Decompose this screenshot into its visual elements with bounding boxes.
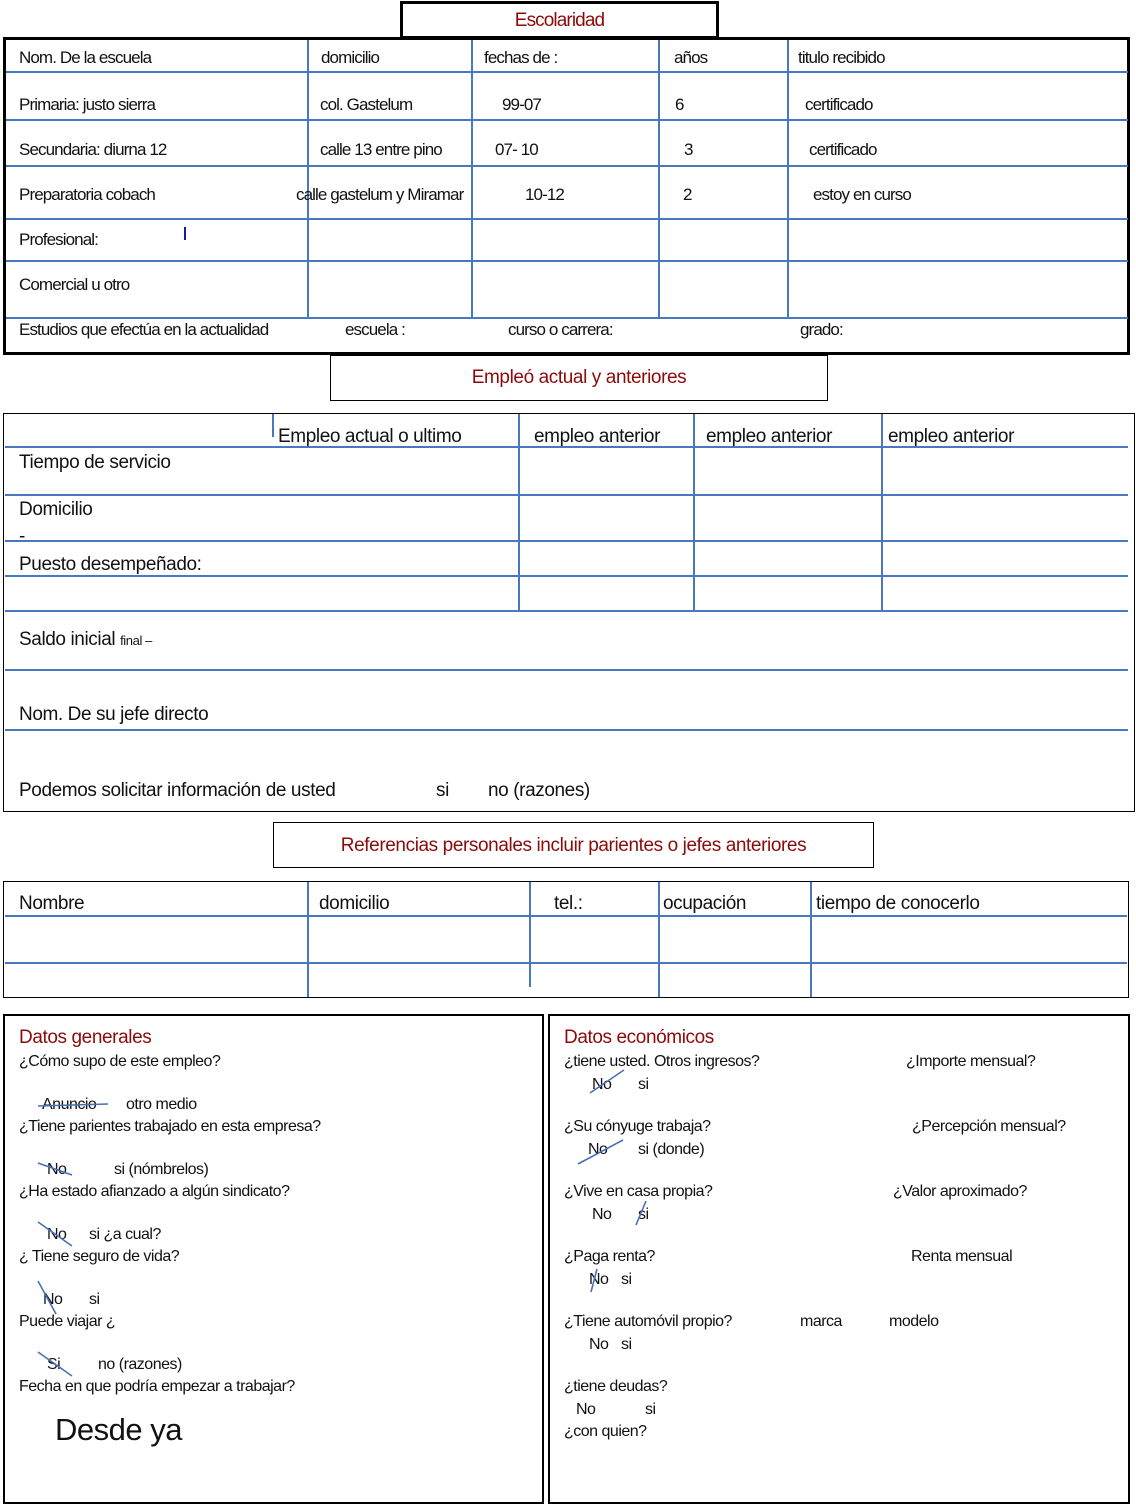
question-right: Renta mensual bbox=[911, 1248, 1013, 1265]
current-studies-school: escuela : bbox=[345, 320, 405, 339]
header-nombre: Nombre bbox=[19, 893, 85, 914]
question: ¿Cómo supo de este empleo? bbox=[19, 1053, 221, 1070]
saldo-final: final – bbox=[120, 633, 152, 648]
question: Puede viajar ¿ bbox=[19, 1313, 116, 1330]
col-divider bbox=[810, 882, 812, 997]
current-studies-course: curso o carrera: bbox=[508, 320, 613, 339]
solicitar-no: no (razones) bbox=[488, 780, 590, 801]
header-previous-job: empleo anterior bbox=[534, 426, 661, 447]
solicitar-si: si bbox=[436, 780, 449, 801]
col-divider bbox=[693, 414, 695, 611]
row-divider bbox=[6, 218, 1128, 220]
header-previous-job: empleo anterior bbox=[888, 426, 1015, 447]
text-cursor bbox=[184, 227, 186, 240]
header-ocupacion: ocupación bbox=[663, 893, 747, 914]
cell: 07- 10 bbox=[495, 140, 538, 159]
row-divider bbox=[6, 260, 1128, 262]
answer-si: si bbox=[621, 1336, 632, 1353]
cell: Primaria: justo sierra bbox=[19, 95, 156, 114]
header-address: domicilio bbox=[321, 48, 380, 67]
header-domicilio: domicilio bbox=[319, 893, 390, 914]
row-divider bbox=[6, 165, 1128, 167]
question: ¿con quien? bbox=[564, 1423, 647, 1440]
cell: 3 bbox=[684, 140, 693, 159]
question: ¿Ha estado afianzado a algún sindicato? bbox=[19, 1183, 290, 1200]
header-current-job: Empleo actual o ultimo bbox=[278, 426, 462, 447]
answer-si: si bbox=[638, 1206, 649, 1223]
cell: certificado bbox=[805, 95, 873, 114]
row-divider bbox=[5, 962, 1127, 964]
datos-generales-title: Datos generales bbox=[19, 1027, 152, 1048]
header-tiempo: tiempo de conocerlo bbox=[816, 893, 980, 914]
answer-otro-medio: otro medio bbox=[126, 1096, 197, 1113]
col-divider bbox=[307, 40, 309, 318]
empleo-table bbox=[3, 413, 1135, 812]
answer-si: Si bbox=[47, 1356, 61, 1373]
answer-no: no (razones) bbox=[98, 1356, 182, 1373]
cell: calle gastelum y Miramar bbox=[296, 185, 464, 204]
header-years: años bbox=[674, 48, 708, 67]
current-studies-label: Estudios que efectúa en la actualidad bbox=[19, 320, 269, 339]
row-label-solicitar: Podemos solicitar información de usted bbox=[19, 780, 336, 801]
answer-si: si bbox=[621, 1271, 632, 1288]
cell: Comercial u otro bbox=[19, 275, 130, 294]
answer-no: No bbox=[43, 1291, 63, 1308]
question: Fecha en que podría empezar a trabajar? bbox=[19, 1378, 295, 1395]
row-divider bbox=[6, 71, 1128, 73]
cell: calle 13 entre pino bbox=[320, 140, 442, 159]
row-label-domicilio: Domicilio bbox=[19, 499, 93, 520]
cell: estoy en curso bbox=[813, 185, 911, 204]
answer-no: No bbox=[47, 1226, 67, 1243]
answer-no: No bbox=[592, 1206, 612, 1223]
question: ¿Paga renta? bbox=[564, 1248, 655, 1265]
cell: Preparatoria cobach bbox=[19, 185, 155, 204]
answer-no: No bbox=[588, 1141, 608, 1158]
answer-si: si bbox=[645, 1401, 656, 1418]
answer-si: si (nómbrelos) bbox=[114, 1161, 209, 1178]
row-label-jefe: Nom. De su jefe directo bbox=[19, 704, 209, 725]
escolaridad-table bbox=[3, 37, 1130, 355]
question: ¿Tiene automóvil propio? bbox=[564, 1313, 732, 1330]
header-school: Nom. De la escuela bbox=[19, 48, 152, 67]
cell: 6 bbox=[675, 95, 684, 114]
answer-no: No bbox=[589, 1336, 609, 1353]
col-divider bbox=[787, 40, 789, 318]
question-right: ¿Percepción mensual? bbox=[912, 1118, 1066, 1135]
row-divider bbox=[5, 610, 1128, 612]
escolaridad-title: Escolaridad bbox=[514, 10, 605, 31]
row-divider bbox=[5, 494, 1128, 496]
col-divider bbox=[471, 40, 473, 318]
saldo-inicial: Saldo inicial bbox=[19, 629, 116, 650]
answer-no: No bbox=[47, 1161, 67, 1178]
question: ¿tiene deudas? bbox=[564, 1378, 668, 1395]
cell: 10-12 bbox=[525, 185, 564, 204]
question-marca: marca bbox=[800, 1313, 842, 1330]
current-studies-grade: grado: bbox=[800, 320, 843, 339]
col-divider bbox=[658, 40, 660, 318]
row-divider bbox=[5, 915, 1127, 917]
col-divider bbox=[518, 414, 520, 611]
header-tel: tel.: bbox=[554, 893, 583, 914]
answer-si: si bbox=[638, 1076, 649, 1093]
col-divider bbox=[881, 414, 883, 611]
cell: col. Gastelum bbox=[320, 95, 413, 114]
row-label-saldo bbox=[19, 629, 152, 652]
row-divider bbox=[5, 540, 1128, 542]
cell: 99-07 bbox=[502, 95, 541, 114]
col-divider bbox=[307, 882, 309, 997]
cell: Profesional: bbox=[19, 230, 98, 249]
answer-si: si ¿a cual? bbox=[89, 1226, 161, 1243]
answer-si: si bbox=[89, 1291, 100, 1308]
row-divider bbox=[6, 119, 1128, 121]
start-date-answer: Desde ya bbox=[55, 1412, 182, 1447]
answer-anuncio: Anuncio bbox=[42, 1096, 97, 1113]
question: ¿Vive en casa propia? bbox=[564, 1183, 713, 1200]
empleo-title: Empleó actual y anteriores bbox=[471, 367, 687, 388]
question: ¿tiene usted. Otros ingresos? bbox=[564, 1053, 760, 1070]
datos-economicos-title: Datos económicos bbox=[564, 1027, 714, 1048]
question: ¿Su cónyuge trabaja? bbox=[564, 1118, 711, 1135]
col-divider bbox=[658, 882, 660, 997]
question: ¿Tiene parientes trabajado en esta empresa? bbox=[19, 1118, 321, 1135]
col-divider bbox=[272, 414, 274, 437]
question: ¿ Tiene seguro de vida? bbox=[19, 1248, 180, 1265]
row-dash: - bbox=[19, 526, 25, 547]
row-divider bbox=[5, 669, 1128, 671]
answer-no: No bbox=[576, 1401, 596, 1418]
question-right: ¿Valor aproximado? bbox=[893, 1183, 1027, 1200]
answer-si: si (donde) bbox=[638, 1141, 705, 1158]
cell: Secundaria: diurna 12 bbox=[19, 140, 167, 159]
row-label-tiempo: Tiempo de servicio bbox=[19, 452, 171, 473]
question-right: ¿Importe mensual? bbox=[906, 1053, 1036, 1070]
cell: certificado bbox=[809, 140, 877, 159]
header-previous-job: empleo anterior bbox=[706, 426, 833, 447]
answer-no: No bbox=[589, 1271, 609, 1288]
col-divider bbox=[529, 882, 531, 987]
header-title: titulo recibido bbox=[798, 48, 885, 67]
referencias-title: Referencias personales incluir parientes o jefes anteriores bbox=[340, 835, 807, 856]
answer-no: No bbox=[592, 1076, 612, 1093]
header-dates: fechas de : bbox=[484, 48, 558, 67]
row-label-puesto: Puesto desempeñado: bbox=[19, 554, 202, 575]
cell: 2 bbox=[683, 185, 692, 204]
question-modelo: modelo bbox=[889, 1313, 939, 1330]
row-divider bbox=[5, 729, 1128, 731]
